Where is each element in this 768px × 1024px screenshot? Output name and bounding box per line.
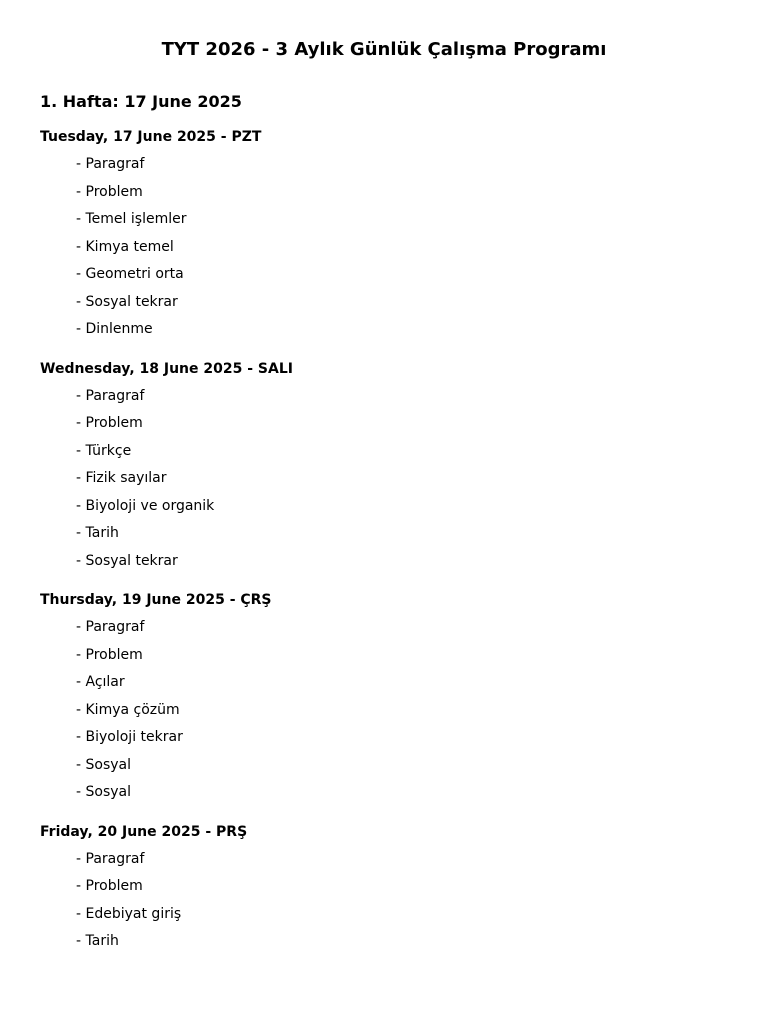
- week-heading: 1. Hafta: 17 June 2025: [40, 92, 242, 111]
- task-item: - Türkçe: [76, 442, 132, 459]
- task-list: [0, 155, 768, 348]
- task-item: - Biyoloji ve organik: [76, 497, 215, 514]
- day-heading: Thursday, 19 June 2025 - ÇRŞ: [40, 592, 272, 608]
- task-item: - Geometri orta: [76, 266, 184, 282]
- day-section: [0, 359, 768, 580]
- task-item: - Paragraf: [76, 850, 145, 867]
- task-list: [0, 618, 768, 811]
- task-item: - Problem: [76, 415, 143, 431]
- task-item: - Kimya temel: [76, 238, 174, 255]
- task-item: - Açılar: [76, 674, 125, 690]
- day-section: [0, 127, 768, 348]
- task-item: - Tarih: [76, 525, 119, 541]
- day-heading: Friday, 20 June 2025 - PRŞ: [40, 823, 248, 840]
- task-item: - Paragraf: [76, 156, 145, 172]
- document-title: TYT 2026 - 3 Aylık Günlük Çalışma Programı: [161, 39, 607, 60]
- task-item: - Problem: [76, 646, 143, 663]
- task-item: - Problem: [76, 878, 143, 894]
- task-item: - Fizik sayılar: [76, 470, 167, 486]
- task-item: - Temel işlemler: [76, 211, 187, 227]
- task-list: [0, 387, 768, 580]
- task-item: - Edebiyat giriş: [76, 905, 182, 922]
- day-heading: Tuesday, 17 June 2025 - PZT: [40, 129, 262, 145]
- task-item: - Tarih: [76, 933, 119, 949]
- day-section: [0, 822, 768, 960]
- task-item: - Sosyal tekrar: [76, 293, 178, 310]
- task-item: - Kimya çözüm: [76, 701, 180, 718]
- task-item: - Dinlenme: [76, 321, 153, 337]
- task-item: - Sosyal: [76, 756, 132, 773]
- task-item: - Problem: [76, 183, 143, 200]
- task-item: - Paragraf: [76, 619, 145, 635]
- task-list: [0, 850, 768, 960]
- task-item: - Biyoloji tekrar: [76, 729, 183, 745]
- task-item: - Sosyal tekrar: [76, 552, 178, 569]
- task-item: - Sosyal: [76, 784, 132, 800]
- task-item: - Paragraf: [76, 387, 145, 404]
- day-sections: [0, 127, 768, 971]
- day-heading: Wednesday, 18 June 2025 - SALI: [40, 360, 293, 377]
- day-section: [0, 590, 768, 811]
